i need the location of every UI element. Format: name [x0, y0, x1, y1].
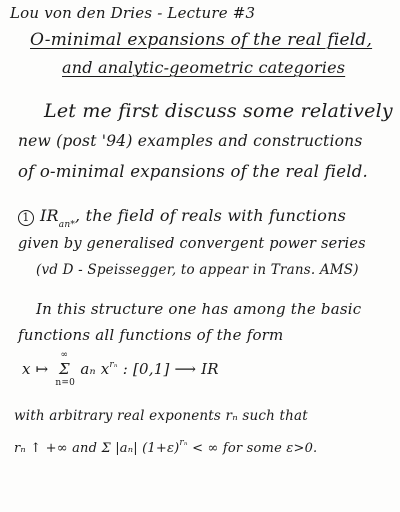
- intro-line-1: Let me first discuss some relatively: [44, 100, 393, 122]
- para3-line-1: with arbitrary real exponents rₙ such that: [14, 408, 308, 424]
- item1-line-1-text: , the field of reals with functions: [75, 206, 346, 225]
- item1-structure-subscript: an*: [58, 220, 76, 230]
- item1-line-2: given by generalised convergent power series: [18, 236, 366, 252]
- para3-line-2a: rₙ ↑ +∞ and Σ |aₙ| (1+ε): [14, 441, 180, 456]
- formula-term: aₙ x: [80, 360, 110, 378]
- para2-line-1: In this structure one has among the basic: [36, 300, 362, 318]
- intro-line-2: new (post '94) examples and constructions: [18, 132, 363, 150]
- sum-lower-limit: n=0: [55, 378, 76, 388]
- formula-rhs: : [0,1] ⟶ IR: [122, 360, 219, 378]
- sum-upper-limit: ∞: [60, 350, 69, 360]
- item1-line-1: [18, 206, 346, 230]
- formula-lhs: x ↦: [22, 360, 49, 378]
- para3-line-2: [14, 438, 317, 456]
- para3-exponent: rₙ: [179, 438, 188, 448]
- para2-line-2: functions all functions of the form: [18, 326, 284, 344]
- intro-line-3: of o-minimal expansions of the real field.: [18, 162, 368, 181]
- sum-symbol: Σ: [58, 360, 70, 378]
- item-number-circle: 1: [18, 210, 34, 226]
- item1-line-3: (vd D - Speissegger, to appear in Trans. AMS): [36, 262, 359, 278]
- para3-line-2b: < ∞ for some ε>0.: [187, 441, 318, 456]
- summation: [55, 350, 76, 388]
- lecture-header: Lou von den Dries - Lecture #3: [10, 4, 256, 22]
- title-line-1: O-minimal expansions of the real field,: [30, 30, 373, 50]
- item1-structure-symbol: IR: [40, 206, 59, 225]
- series-formula: [22, 350, 219, 388]
- formula-exponent: rₙ: [109, 360, 118, 370]
- title-line-2: and analytic-geometric categories: [62, 58, 346, 77]
